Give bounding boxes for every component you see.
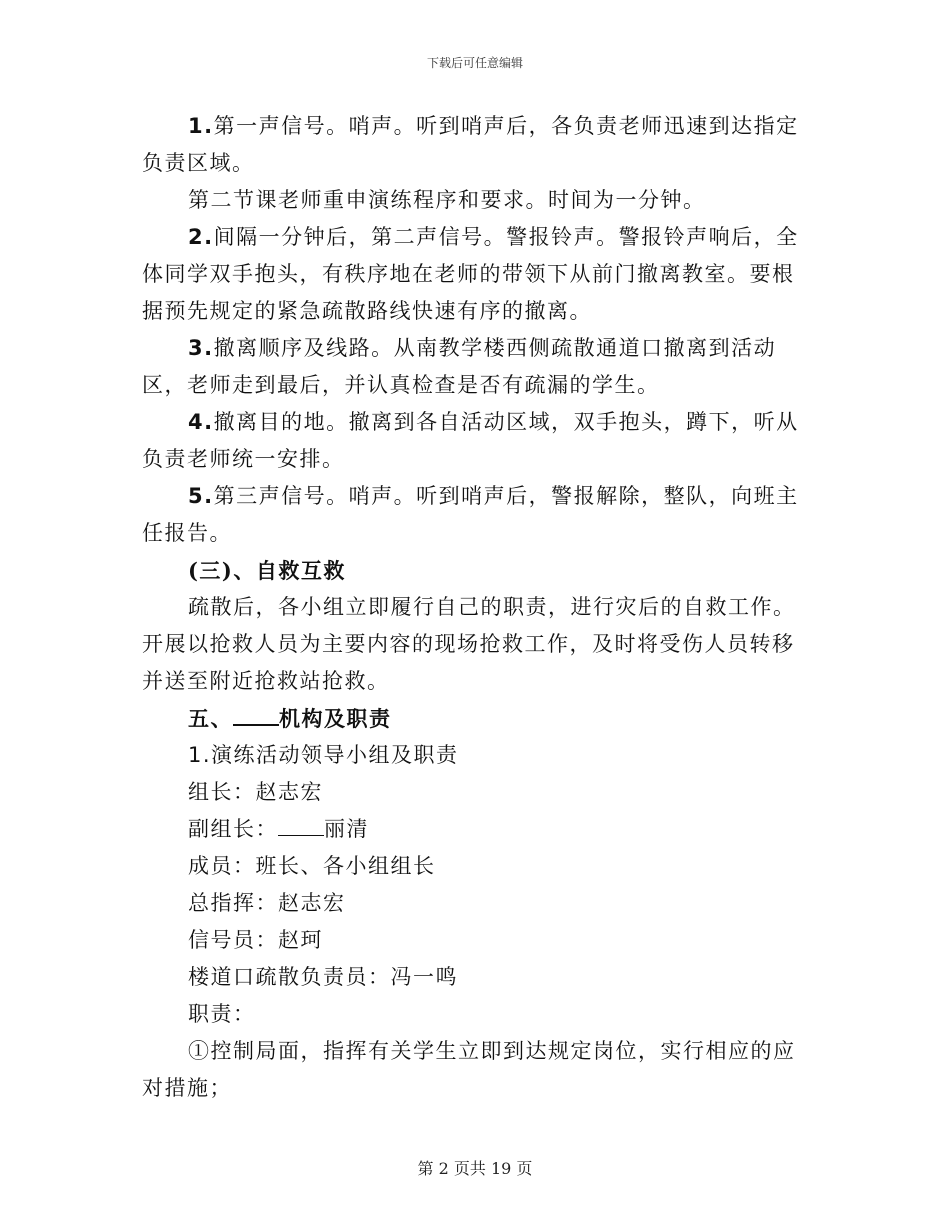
self-rescue-paragraph: 疏散后，各小组立即履行自己的职责，进行灾后的自救工作。开展以抢救人员为主要内容的现场抢救工作，及时将受伤人员转移并送至附近抢救站抢救。 xyxy=(142,595,796,693)
step-text: 第三声信号。哨声。听到哨声后，警报解除，整队，向班主任报告。 xyxy=(142,484,799,545)
step-2-paragraph xyxy=(142,219,802,330)
stairway-evacuation-line: 楼道口疏散负责员：冯一鸣 xyxy=(188,965,458,989)
heading-prefix: 五、 xyxy=(188,706,233,731)
step-5-paragraph xyxy=(142,478,802,552)
section-heading-self-rescue: (三)、自救互救 xyxy=(188,558,346,583)
duty-1-paragraph: ①控制局面，指挥有关学生立即到达规定岗位，实行相应的应对措施； xyxy=(142,1039,796,1100)
step-1-paragraph xyxy=(142,108,802,182)
heading-suffix: 机构及职责 xyxy=(279,706,392,731)
page-footer: 第 2 页共 19 页 xyxy=(417,1159,533,1178)
step-4-paragraph xyxy=(142,404,802,478)
deputy-label: 副组长： xyxy=(188,817,278,841)
timing-paragraph: 第二节课老师重申演练程序和要求。时间为一分钟。 xyxy=(188,188,706,212)
step-text: 间隔一分钟后，第二声信号。警报铃声。警报铃声响后，全体同学双手抱头，有秩序地在老师的带领下从前门撤离教室。要根据预先规定的紧急疏散路线快速有序的撤离。 xyxy=(142,225,799,323)
item-text: 演练活动领导小组及职责 xyxy=(211,743,459,767)
duties-label: 职责： xyxy=(188,1002,256,1026)
step-text: 撤离目的地。撤离到各自活动区域，双手抱头，蹲下，听从负责老师统一安排。 xyxy=(142,410,799,471)
page-header: 下载后可任意编辑 xyxy=(426,56,523,70)
step-number: 1. xyxy=(188,114,214,138)
step-text: 第一声信号。哨声。听到哨声后，各负责老师迅速到达指定负责区域。 xyxy=(142,114,799,175)
members-line: 成员：班长、各小组组长 xyxy=(188,854,436,878)
blank-underline xyxy=(233,706,279,726)
group-leader-line: 组长：赵志宏 xyxy=(188,780,323,804)
deputy-leader-line xyxy=(142,811,802,848)
leadership-group-title xyxy=(142,737,802,774)
step-number: 2. xyxy=(188,225,214,249)
blank-underline xyxy=(278,817,324,836)
step-number: 3. xyxy=(188,336,214,360)
step-number: 4. xyxy=(188,410,214,434)
deputy-name: 丽清 xyxy=(324,817,369,841)
signalman-line: 信号员：赵珂 xyxy=(188,928,323,952)
step-3-paragraph xyxy=(142,330,802,404)
commander-line: 总指挥：赵志宏 xyxy=(188,891,346,915)
step-number: 5. xyxy=(188,484,214,508)
section-heading-organization xyxy=(142,700,802,737)
item-number: 1. xyxy=(188,743,212,767)
document-body xyxy=(142,108,802,1107)
step-text: 撤离顺序及线路。从南教学楼西侧疏散通道口撤离到活动区，老师走到最后，并认真检查是否有疏漏的学生。 xyxy=(142,336,777,397)
